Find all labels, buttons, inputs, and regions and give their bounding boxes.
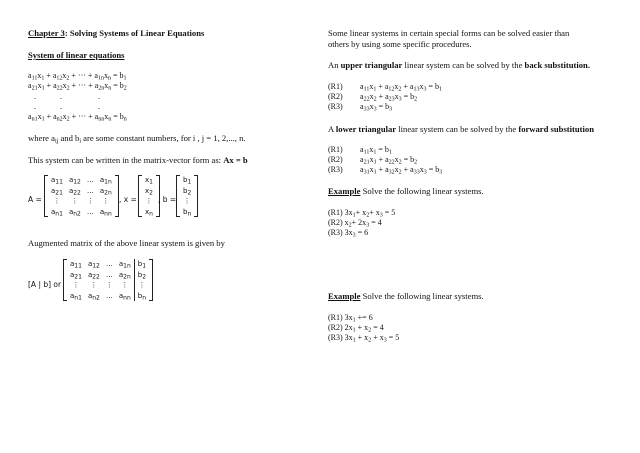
matrix-cell: $x_2$ — [145, 186, 153, 197]
matrix-row — [48, 207, 115, 218]
upper-r3-eq: $a_{33}x_3 = b_3$ — [360, 102, 393, 113]
matrix-A — [44, 175, 119, 217]
matrix-row — [142, 196, 156, 207]
matrix-cell: ⋮ — [53, 197, 61, 206]
matrix-cell: $a_{2n}$ — [118, 270, 131, 281]
matrix-cell: ... — [106, 260, 113, 269]
matrix-row — [48, 186, 115, 197]
matrix-form-text — [28, 155, 248, 165]
example-2-row-1: (R1) $3x_1 += 6$ — [328, 313, 373, 324]
matrix-cell: $a_{12}$ — [68, 176, 81, 186]
matrix-cell: $a_{1n}$ — [99, 176, 112, 186]
matrix-cell: ⋮ — [134, 280, 149, 291]
example-2-row-2: (R2) $2x_1 + x_2 = 4$ — [328, 323, 384, 334]
example-1-text: Solve the following linear systems. — [360, 186, 484, 196]
matrix-cell: ⋮ — [102, 197, 110, 206]
matrix-cell: $a_{n1}$ — [51, 207, 63, 218]
matrix-cell: $a_{1n}$ — [118, 260, 131, 270]
augmented-label: [A | b] or — [28, 280, 62, 289]
matrix-row — [67, 259, 149, 270]
equation-row-n: $a_{n1}x_1 + a_{n2}x_2$ + ··· + $a_{nn}x_n = b_n$ — [28, 112, 127, 123]
upper-r3-label: (R3) — [328, 102, 343, 111]
matrix-cell: ⋮ — [90, 281, 98, 290]
lower-method: forward substitution — [518, 124, 595, 134]
matrix-form-label: This system can be written in the matrix-vector form as: — [28, 155, 224, 165]
matrix-row — [142, 186, 156, 197]
matrix-row — [142, 207, 156, 218]
matrix-cell: ... — [106, 270, 113, 279]
matrix-cell: ... — [106, 291, 113, 300]
lower-r3-eq: $a_{31}x_1 + a_{32}x_2 + a_{33}x_3 = b_3$ — [360, 165, 443, 176]
matrix-cell: $a_{22}$ — [68, 186, 81, 197]
matrix-cell: ... — [87, 176, 94, 185]
b-label: , b = — [158, 195, 177, 204]
matrix-cell: $b_n$ — [183, 207, 192, 218]
matrix-row — [67, 280, 149, 291]
x-label: , x = — [119, 195, 137, 204]
chapter-heading — [28, 28, 204, 38]
matrix-cell: $x_1$ — [145, 176, 153, 186]
chapter-title: : Solving Systems of Linear Equations — [64, 28, 205, 38]
matrix-cell: ... — [87, 186, 94, 195]
matrix-cell: $a_{12}$ — [87, 260, 100, 270]
matrix-row — [180, 186, 194, 197]
upper-r2-label: (R2) — [328, 92, 343, 101]
matrix-row — [48, 175, 115, 186]
matrix-cell: $x_n$ — [145, 207, 153, 218]
lower-triangular-text — [328, 124, 594, 134]
matrix-cell: $b_2$ — [134, 270, 149, 281]
matrix-cell: $a_{22}$ — [87, 270, 100, 281]
matrix-row — [180, 207, 194, 218]
upper-method: back substitution. — [524, 60, 590, 70]
augmented-matrix — [63, 259, 153, 301]
matrix-cell: $a_{21}$ — [70, 270, 82, 281]
matrix-cell: $a_{21}$ — [51, 186, 63, 197]
matrix-cell: $a_{n2}$ — [68, 207, 81, 218]
matrix-row — [67, 270, 149, 281]
matrix-cell: ⋮ — [71, 197, 79, 206]
matrix-row — [180, 175, 194, 186]
equation-row-1: $a_{11}x_1 + a_{12}x_2$ + ··· + $a_{1n}x_n = b_1$ — [28, 71, 127, 82]
matrix-cell: ⋮ — [72, 281, 80, 290]
lower-r2-label: (R2) — [328, 155, 343, 164]
upper-r1-label: (R1) — [328, 82, 343, 91]
example-1-row-1: (R1) $3x_1+ x_2+ x_3 = 5$ — [328, 208, 396, 219]
matrix-cell: $b_n$ — [134, 291, 149, 302]
example-2-heading — [328, 291, 484, 301]
matrix-cell: ⋮ — [183, 197, 191, 206]
intro-line-2: others by using some specific procedures. — [328, 39, 472, 49]
matrix-cell: $a_{nn}$ — [118, 291, 131, 302]
section-heading: System of linear equations — [28, 50, 125, 60]
lower-r1-eq: $a_{11}x_1 = b_1$ — [360, 145, 392, 156]
equation-dots-1: . . . — [34, 92, 100, 101]
matrix-cell: $a_{11}$ — [51, 176, 63, 186]
example-2-text: Solve the following linear systems. — [360, 291, 484, 301]
matrix-cell: $a_{2n}$ — [99, 186, 112, 197]
lower-keyword: lower triangular — [335, 124, 397, 134]
matrix-row — [180, 196, 194, 207]
example-1-heading — [328, 186, 484, 196]
intro-line-1: Some linear systems in certain special forms can be solved easier than — [328, 28, 570, 38]
matrix-row — [67, 291, 149, 302]
matrix-cell: $a_{n2}$ — [87, 291, 100, 302]
matrix-cell: ⋮ — [105, 281, 113, 290]
lower-pre: A — [328, 124, 336, 134]
equation-dots-2: . . . — [34, 102, 100, 111]
matrix-cell: $b_1$ — [134, 259, 149, 270]
where-text: where $a_{ij}$ and $b_i$ are some constant numbers, for i , j = 1, 2,..., n. — [28, 133, 246, 145]
lower-mid: linear system can be solved by the — [396, 124, 519, 134]
matrix-cell: $b_1$ — [183, 176, 192, 186]
matrix-cell: $a_{11}$ — [70, 260, 82, 270]
matrix-cell: ⋮ — [145, 197, 153, 206]
upper-pre: An — [328, 60, 341, 70]
upper-keyword: upper triangular — [340, 60, 403, 70]
matrix-row — [142, 175, 156, 186]
lower-r1-label: (R1) — [328, 145, 343, 154]
chapter-number: Chapter 3 — [28, 28, 65, 38]
matrix-cell: ... — [87, 207, 94, 216]
example-2-row-3: (R3) $3x_1 + x_2 + x_3 = 5$ — [328, 333, 400, 344]
example-1-row-3: (R3) $3x_3 = 6$ — [328, 228, 369, 239]
vector-x — [138, 175, 160, 217]
matrix-cell: $b_2$ — [183, 186, 192, 197]
upper-r1-eq: $a_{11}x_1 + a_{12}x_2 + a_{13}x_3 = b_1$ — [360, 82, 442, 93]
matrix-row — [48, 196, 115, 207]
matrix-cell: $a_{n1}$ — [70, 291, 82, 302]
matrix-cell: $a_{nn}$ — [99, 207, 112, 218]
example-1-row-2: (R2) $x_2+ 2x_3 = 4$ — [328, 218, 382, 229]
A-label: A = — [28, 195, 42, 204]
vector-b — [176, 175, 198, 217]
upper-r2-eq: $a_{22}x_2 + a_{23}x_3 = b_2$ — [360, 92, 418, 103]
matrix-cell: ⋮ — [121, 281, 129, 290]
lower-r3-label: (R3) — [328, 165, 343, 174]
example-2-label: Example — [328, 291, 361, 301]
lower-r2-eq: $a_{21}x_1 + a_{22}x_2 = b_2$ — [360, 155, 418, 166]
upper-triangular-text — [328, 60, 590, 70]
upper-mid: linear system can be solved by the — [402, 60, 525, 70]
equation-row-2: $a_{21}x_1 + a_{22}x_2$ + ··· + $a_{2n}x_n = b_2$ — [28, 81, 127, 92]
matrix-cell: ⋮ — [86, 197, 94, 206]
matrix-form-equation: Ax = b — [223, 155, 248, 165]
example-1-label: Example — [328, 186, 361, 196]
augmented-text: Augmented matrix of the above linear system is given by — [28, 238, 225, 248]
